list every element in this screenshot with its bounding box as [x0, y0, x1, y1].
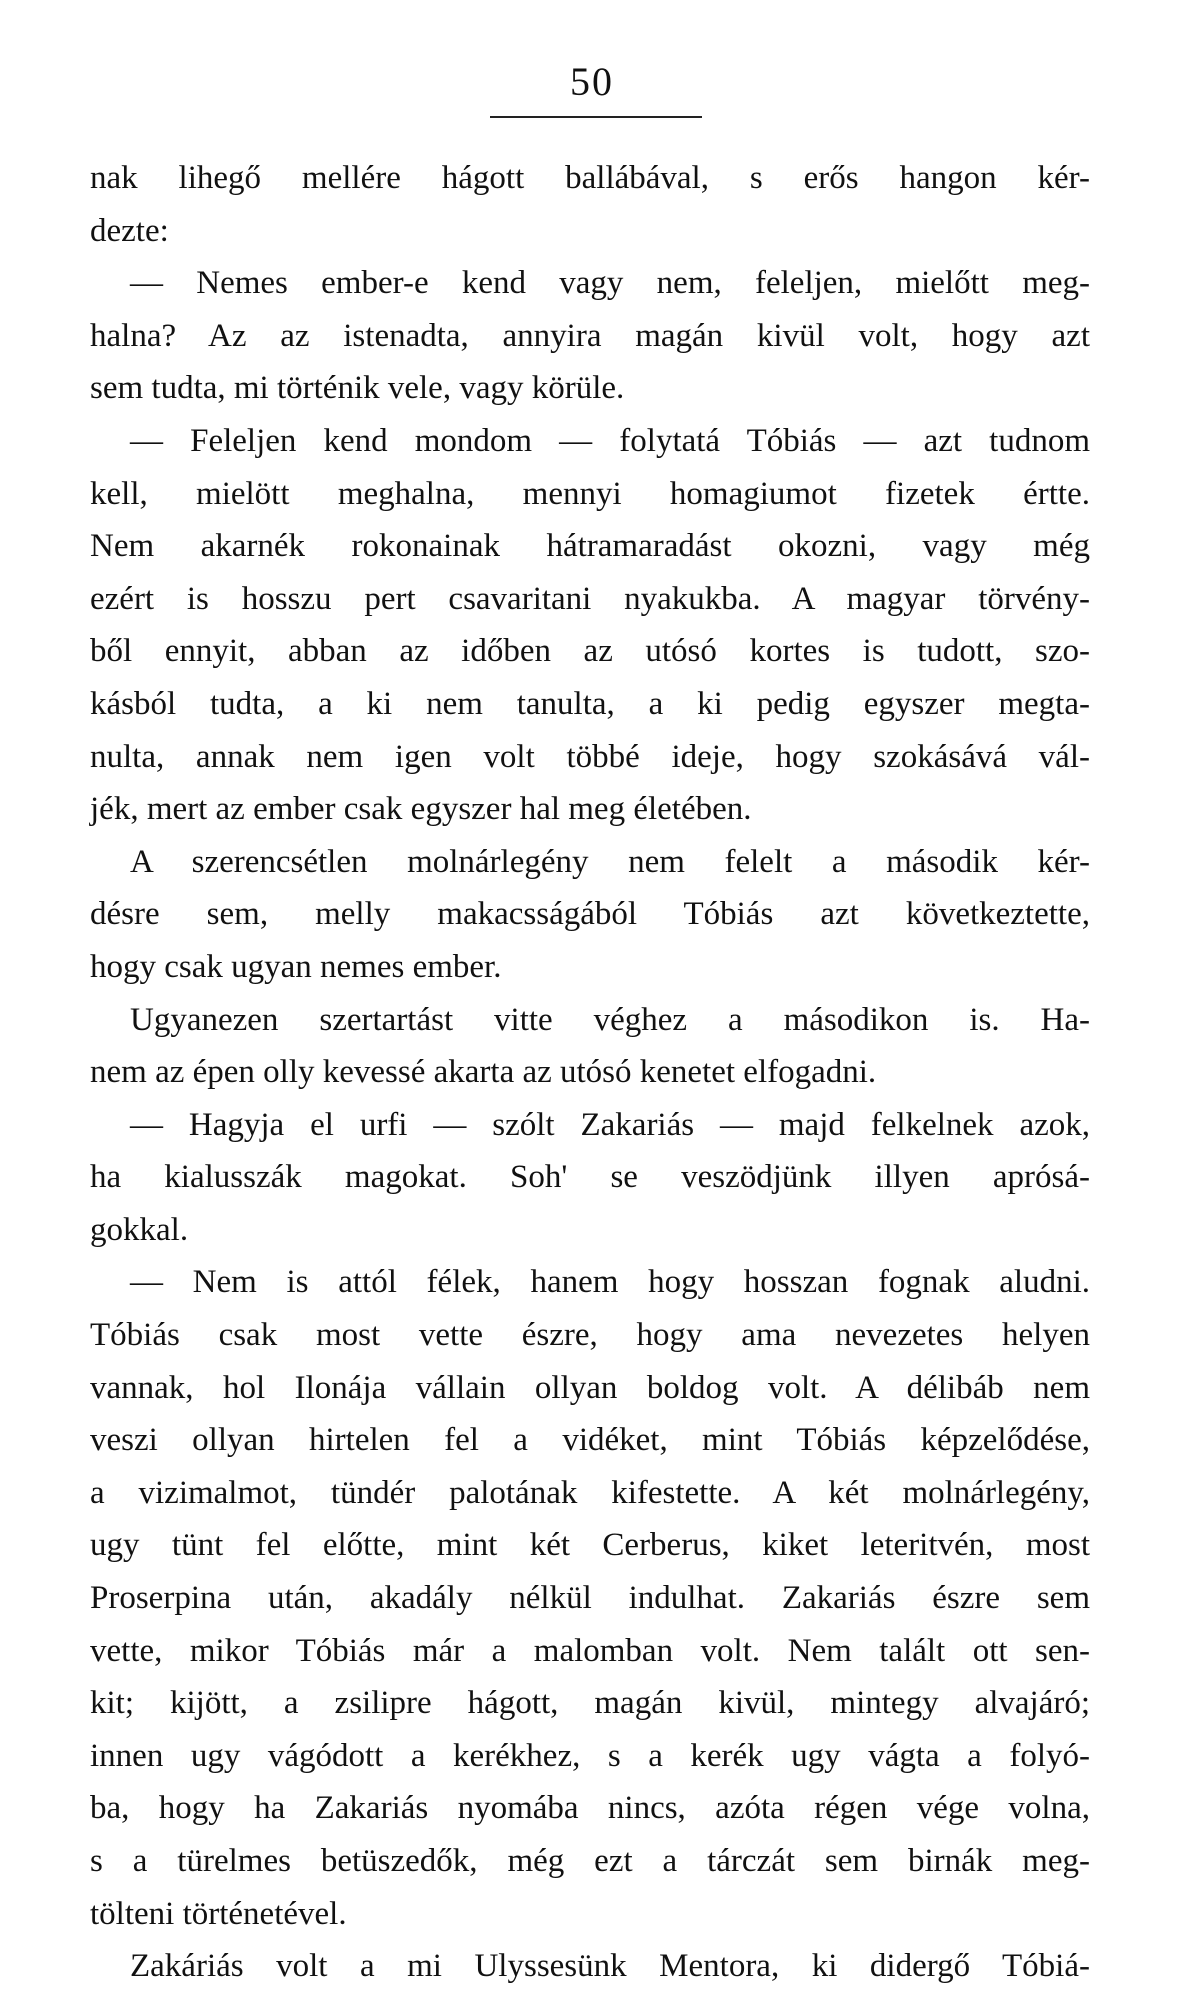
text-line: vannak, hol Ilonája vállain ollyan boldog volt. A délibáb nem: [90, 1369, 1090, 1406]
text-line: A szerencsétlen molnárlegény nem felelt a második kér-: [130, 843, 1090, 880]
text-line: Ugyanezen szertartást vitte véghez a másodikon is. Ha-: [130, 1001, 1090, 1038]
text-line: nak lihegő mellére hágott ballábával, s erős hangon kér-: [90, 160, 1090, 196]
body-text: [90, 152, 1090, 1993]
text-line: ezért is hosszu pert csavaritani nyakukba. A magyar törvény-: [90, 580, 1090, 617]
text-line: — Nem is attól félek, hanem hogy hosszan fognak aludni.: [130, 1264, 1090, 1301]
text-line: dezte:: [90, 212, 169, 249]
text-line: Nem akarnék rokonainak hátramaradást okozni, vagy még: [90, 528, 1090, 565]
text-line: Zakáriás volt a mi Ulyssesünk Mentora, ki didergő Tóbiá-: [130, 1948, 1090, 1985]
text-line: — Nemes ember-e kend vagy nem, feleljen, mielőtt meg-: [130, 265, 1090, 302]
text-line: ba, hogy ha Zakariás nyomába nincs, azóta régen vége volna,: [90, 1790, 1090, 1827]
text-line: nulta, annak nem igen volt többé ideje, hogy szokásává vál-: [90, 738, 1090, 775]
text-line: s a türelmes betüszedők, még ezt a tárczát sem birnák meg-: [90, 1843, 1090, 1879]
text-line: halna? Az az istenadta, annyira magán kivül volt, hogy azt: [90, 317, 1090, 354]
text-line: tölteni történetével.: [90, 1895, 347, 1932]
text-line: a vizimalmot, tündér palotának kifestette. A két molnárlegény,: [90, 1474, 1090, 1511]
text-line: nem az épen olly kevessé akarta az utósó kenetet elfogadni.: [90, 1054, 877, 1091]
text-line: kit; kijött, a zsilipre hágott, magán kivül, mintegy alvajáró;: [90, 1685, 1090, 1722]
text-line: — Feleljen kend mondom — folytatá Tóbiás — azt tudnom: [130, 422, 1090, 459]
text-line: sem tudta, mi történik vele, vagy körüle.: [90, 370, 625, 407]
text-line: kell, mielött meghalna, mennyi homagiumot fizetek értte.: [90, 475, 1090, 512]
text-line: jék, mert az ember csak egyszer hal meg életében.: [90, 791, 752, 828]
text-line: ha kialusszák magokat. Soh' se veszödjünk illyen aprósá-: [90, 1159, 1090, 1196]
text-line: ből ennyit, abban az időben az utósó kortes is tudott, szo-: [90, 633, 1090, 670]
text-line: vette, mikor Tóbiás már a malomban volt. Nem talált ott sen-: [90, 1632, 1090, 1669]
page-number: 50: [570, 59, 614, 104]
text-line: kásból tudta, a ki nem tanulta, a ki pedig egyszer megta-: [90, 685, 1090, 722]
header-rule: [490, 116, 702, 118]
text-line: désre sem, melly makacsságából Tóbiás azt következtette,: [90, 896, 1090, 933]
text-line: innen ugy vágódott a kerékhez, s a kerék ugy vágta a folyó-: [90, 1737, 1090, 1774]
text-line: veszi ollyan hirtelen fel a vidéket, mint Tóbiás képzelődése,: [90, 1422, 1090, 1459]
text-line: — Hagyja el urfi — szólt Zakariás — majd felkelnek azok,: [130, 1106, 1090, 1143]
text-line: ugy tünt fel előtte, mint két Cerberus, kiket leteritvén, most: [90, 1527, 1090, 1564]
text-line: gokkal.: [90, 1211, 189, 1248]
text-line: Proserpina után, akadály nélkül indulhat. Zakariás észre sem: [90, 1580, 1090, 1617]
text-line: Tóbiás csak most vette észre, hogy ama nevezetes helyen: [90, 1317, 1090, 1354]
text-line: hogy csak ugyan nemes ember.: [90, 948, 502, 985]
